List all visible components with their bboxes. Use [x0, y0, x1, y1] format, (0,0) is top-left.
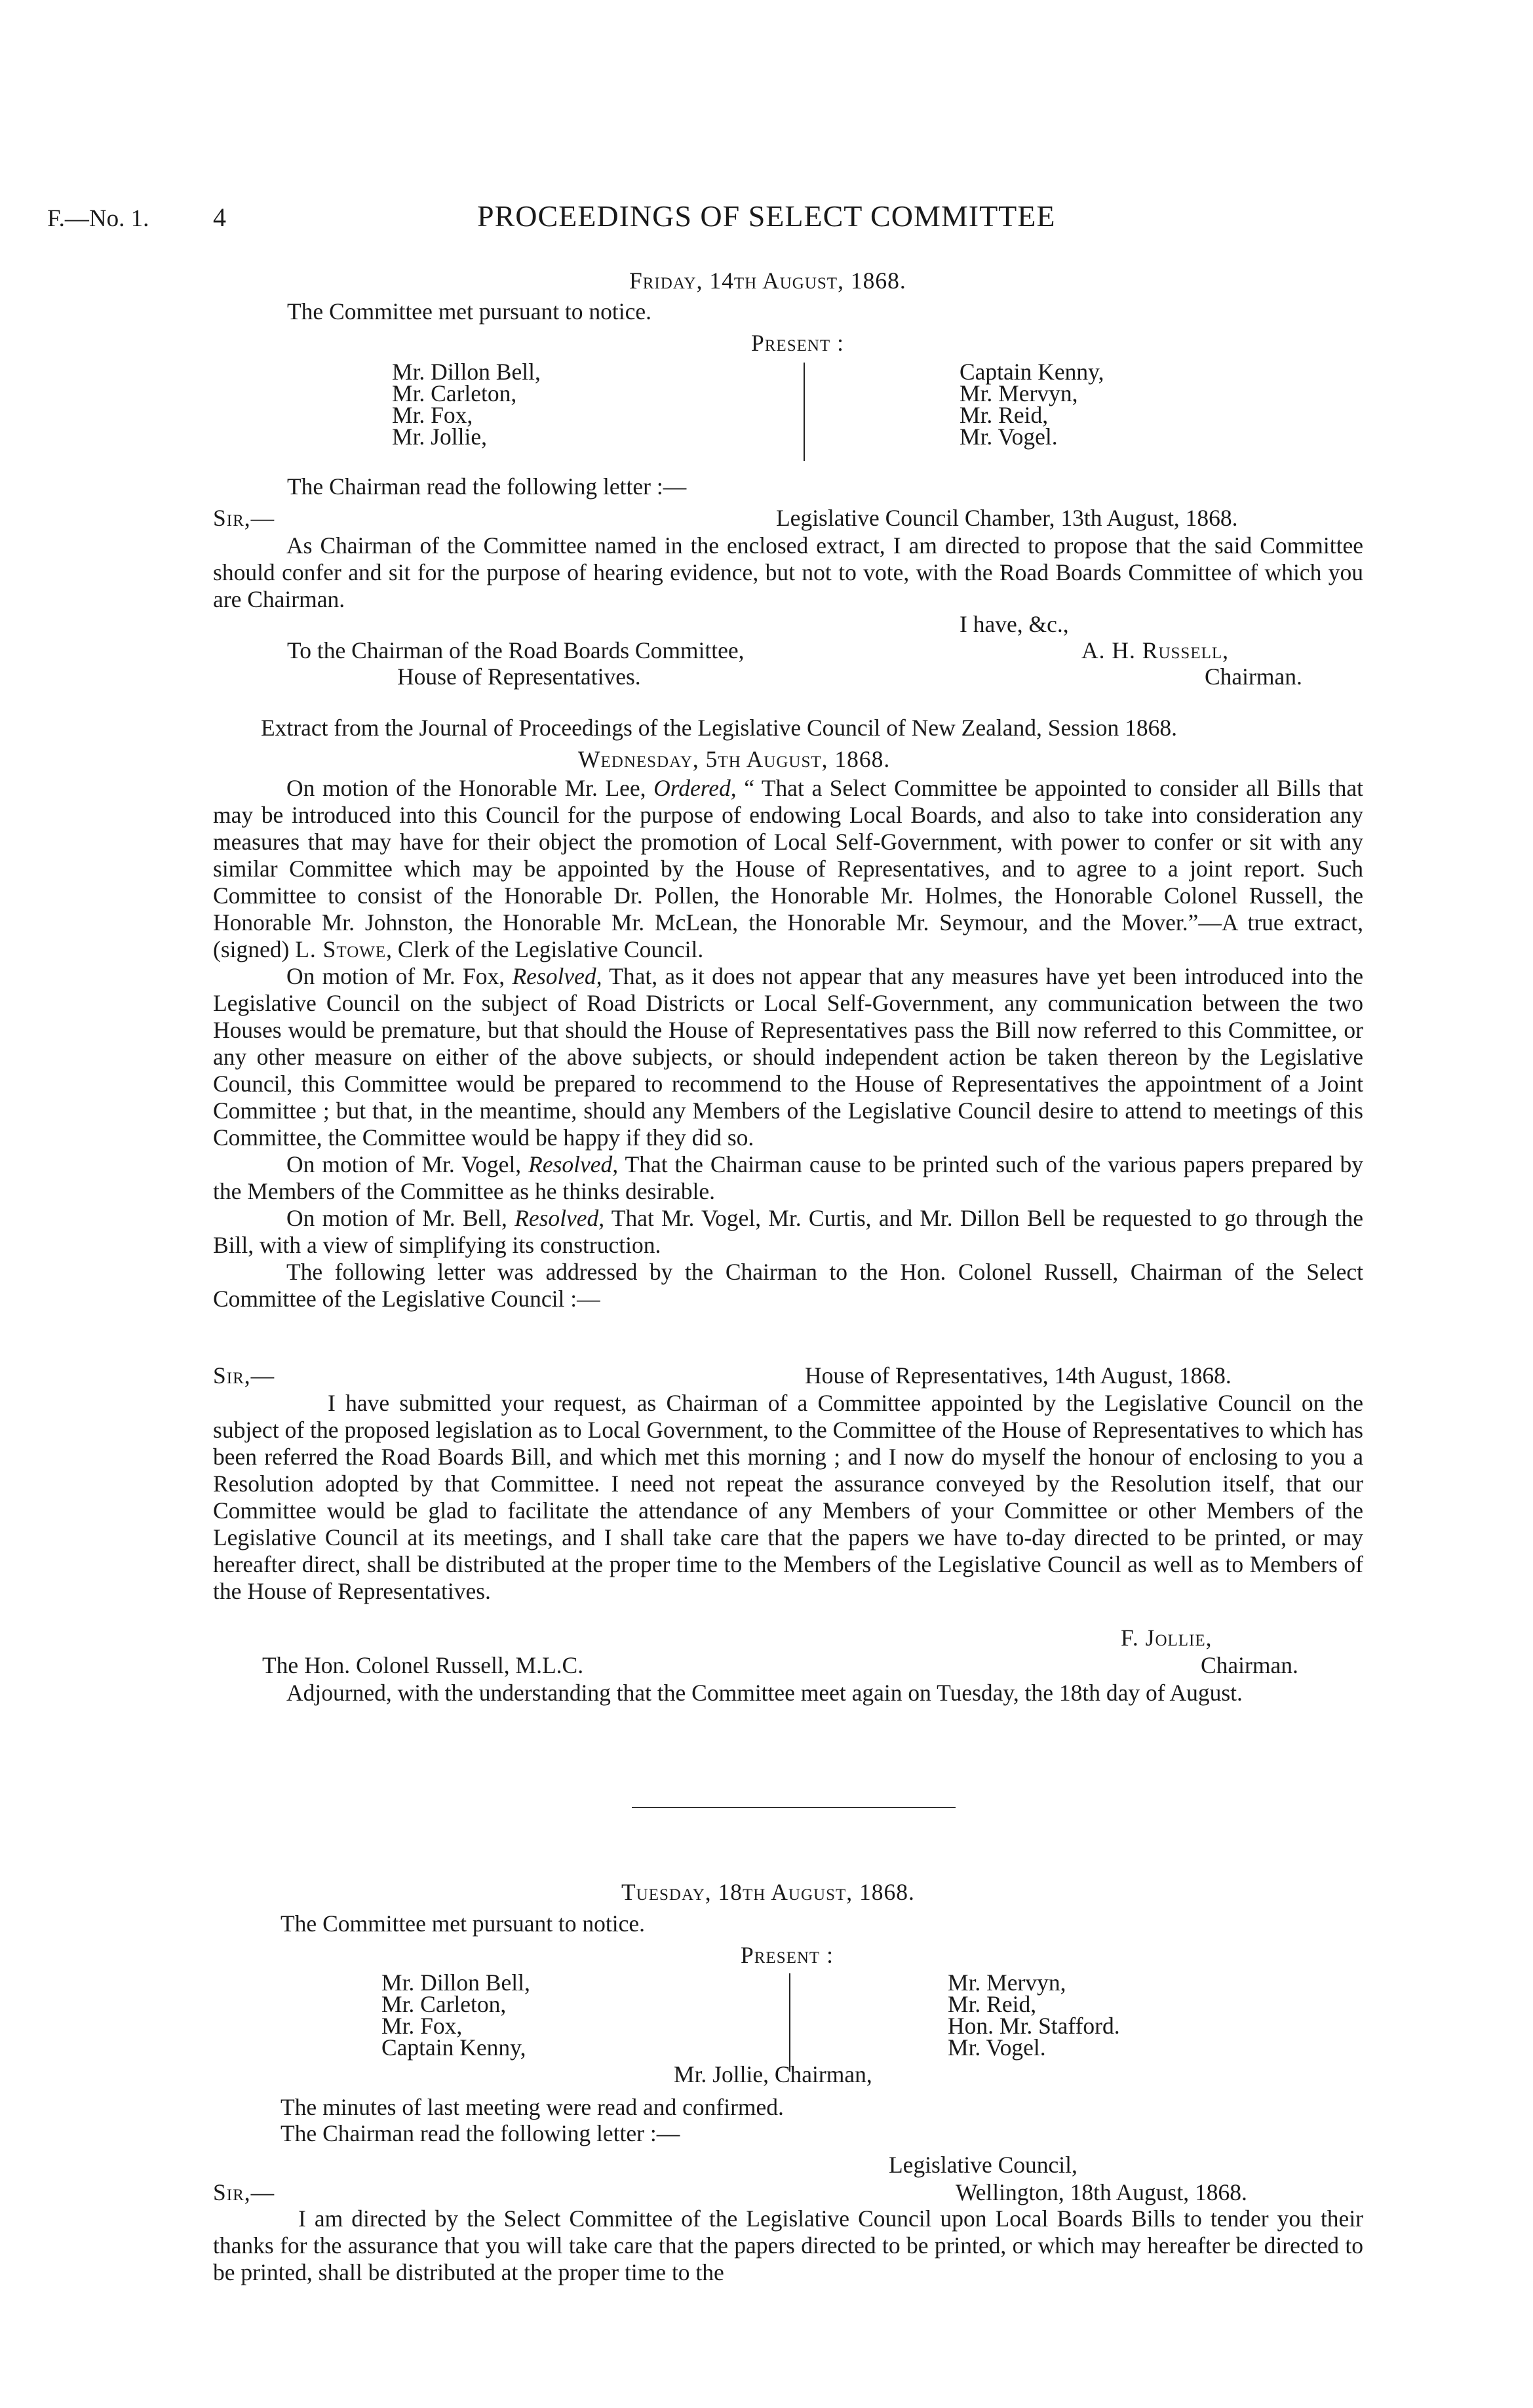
extract-paragraph: [213, 775, 1363, 963]
meeting1-intro: The Committee met pursuant to notice.: [287, 298, 652, 325]
letter2-place-date: House of Representatives, 14th August, 1868.: [805, 1362, 1232, 1389]
letter2-addressee: The Hon. Colonel Russell, M.L.C.: [262, 1652, 584, 1678]
member-name: Mr. Vogel.: [948, 2034, 1046, 2061]
member-name: Mr. Mervyn,: [960, 380, 1078, 406]
member-name: Mr. Reid,: [948, 1991, 1037, 2017]
member-name: Hon. Mr. Stafford.: [948, 2013, 1120, 2039]
member-name: Mr. Dillon Bell,: [392, 359, 541, 385]
extract-date: Wednesday, 5th August, 1868.: [578, 746, 891, 772]
motion-text: That, as it does not appear that any measures have yet been introduced into the Legislative Council on the subject of Road Districts or Local Self-Government, any communication between the two Houses would be premature, but that should the House of Representatives pass the Bill now referred to this Committee, or any other measure on either of the above subjects, or should independent action be taken thereon by the Legislative Council, this Committee would be prepared to recommend to the House of Representatives the appointment of a Joint Committee ; but that, in the meantime, should any Members of the Legislative Council desire to attend to meetings of this Committee, the Committee would be happy if they did so.: [213, 963, 1363, 1151]
present-divider: [804, 363, 805, 461]
extract-text: “ That a Select Committee be appointed to consider all Bills that may be introduced into this Council for the purpose of endowing Local Boards, and also to take into consideration any measures that may have for their object the promotion of Local Self-Government, with power to confer or sit with any similar Committee which may be appointed by the House of Representatives, and to agree to a joint report. Such Committee to consist of the Honorable Dr. Pollen, the Honorable Mr. Holmes, the Honorable Colonel Russell, the Honorable Mr. Johnston, the Honorable Mr. McLean, the Honorable Mr. Seymour, and the Mover.”—A true extract, (signed): [213, 775, 1363, 962]
motion-text: On motion of Mr. Bell,: [286, 1205, 515, 1231]
motion-fox: [213, 963, 1363, 1151]
meeting2-chairman: Mr. Jollie, Chairman,: [674, 2061, 872, 2087]
letter1-signer: A. H. Russell,: [1081, 637, 1230, 663]
meeting2-intro: The Committee met pursuant to notice.: [281, 1910, 646, 1937]
letter1-signer-title: Chairman.: [1205, 663, 1302, 690]
extract-body: [213, 775, 1363, 1313]
adjourned: [213, 1680, 1363, 1707]
letter1-body: [213, 532, 1363, 613]
letter3-place1: Legislative Council,: [889, 2152, 1077, 2178]
member-name: Captain Kenny,: [381, 2034, 526, 2061]
member-name: Mr. Carleton,: [392, 380, 517, 406]
resolved-word: Resolved,: [528, 1151, 619, 1177]
member-name: Mr. Jollie,: [392, 424, 487, 450]
motion-text: On motion of Mr. Fox,: [286, 963, 513, 989]
motion-vogel: [213, 1151, 1363, 1205]
extract-text: , Clerk of the Legislative Council.: [386, 936, 704, 962]
letter3-body: [213, 2205, 1363, 2286]
resolved-word: Resolved,: [514, 1205, 605, 1231]
page-number: 4: [213, 203, 226, 232]
page-title: PROCEEDINGS OF SELECT COMMITTEE: [477, 199, 1056, 233]
section-divider: [632, 1807, 956, 1808]
member-name: Mr. Dillon Bell,: [381, 1969, 530, 1996]
motion-text: On motion of Mr. Vogel,: [286, 1151, 529, 1177]
member-name: Mr. Reid,: [960, 402, 1049, 428]
present-divider: [789, 1973, 790, 2072]
meeting1-present-left: [392, 361, 541, 448]
letter2-body-text: I have submitted your request, as Chairman of a Committee appointed by the Legislative Council on the subject of the proposed legislation as to Local Government, to the Committee of the House of Representatives to which has been referred the Road Boards Bill, and which met this morning ; and I now do myself the honour of enclosing to you a Resolution adopted by that Committee. I need not repeat the assurance conveyed by the Resolution itself, that our Committee would be glad to facilitate the attendance of any Members of your Committee or other Members of the Legislative Council at its meetings, and I shall take care that the papers we have to-day directed to be printed, or may hereafter direct, shall be distributed at the proper time to the Members of the Legislative Council as well as to Members of the House of Representatives.: [213, 1390, 1363, 1604]
letter1-to-line1: To the Chairman of the Road Boards Committee,: [287, 637, 745, 663]
letter1-to-line2: House of Representatives.: [397, 663, 641, 690]
resolved-word: Resolved,: [512, 963, 602, 989]
member-name: Mr. Carleton,: [381, 1991, 507, 2017]
meeting2-present-label: Present :: [741, 1942, 834, 1968]
letter1-body-text: As Chairman of the Committee named in the enclosed extract, I am directed to propose that the said Committee should confer and sit for the purpose of hearing evidence, but not to vote, with the Road Boards Committee of which you are Chairman.: [213, 532, 1363, 612]
doc-reference: F.—No. 1.: [47, 205, 149, 232]
letter1-closing: I have, &c.,: [960, 611, 1069, 637]
meeting1-read-letter: The Chairman read the following letter :—: [287, 473, 687, 500]
letter-addressed: The following letter was addressed by the Chairman to the Hon. Colonel Russell, Chairman of the Select Committee of the Legislative Council :—: [213, 1259, 1363, 1312]
letter2-signer: F. Jollie,: [1121, 1625, 1213, 1651]
member-name: Mr. Vogel.: [960, 424, 1058, 450]
meeting1-date: Friday, 14th August, 1868.: [629, 267, 906, 294]
meeting2-present-right: [948, 1969, 1120, 2061]
extract-text: On motion of the Honorable Mr. Lee,: [286, 775, 654, 801]
adjourned-text: Adjourned, with the understanding that the Committee meet again on Tuesday, the 18th day of August.: [286, 1680, 1243, 1706]
letter3-salutation: Sir,—: [213, 2179, 275, 2205]
meeting1-present-label: Present :: [751, 330, 844, 356]
letter2-salutation: Sir,—: [213, 1362, 275, 1389]
member-name: Captain Kenny,: [960, 359, 1104, 385]
meeting2-minutes: The minutes of last meeting were read and confirmed.: [281, 2094, 784, 2120]
member-name: Mr. Mervyn,: [948, 1969, 1066, 1996]
letter2-body: [213, 1390, 1363, 1605]
letter1-salutation: Sir,—: [213, 505, 275, 531]
motion-text: That Mr. Vogel, Mr. Curtis, and Mr. Dillon Bell be requested to go through the Bill, with a view of simplifying its construction.: [213, 1205, 1363, 1258]
motion-text: That the Chairman cause to be printed such of the various papers prepared by the Members of the Committee as he thinks desirable.: [213, 1151, 1364, 1204]
letter3-body-text: I am directed by the Select Committee of the Legislative Council upon Local Boards Bills to tender you their thanks for the assurance that you will take care that the papers directed to be printed, or which may hereafter be directed to be printed, shall be distributed at the proper time to the: [213, 2205, 1363, 2285]
letter3-place2: Wellington, 18th August, 1868.: [956, 2179, 1247, 2205]
meeting2-read-letter: The Chairman read the following letter :—: [281, 2120, 680, 2146]
extract-signer: L. Stowe: [295, 936, 387, 962]
letter2-signer-title: Chairman.: [1201, 1652, 1298, 1678]
meeting1-present-right: [960, 361, 1104, 448]
meeting2-present-left: [381, 1969, 530, 2061]
extract-heading: Extract from the Journal of Proceedings of the Legislative Council of New Zealand, Session 1868.: [261, 715, 1177, 741]
member-name: Mr. Fox,: [392, 402, 473, 428]
ordered-word: Ordered,: [653, 775, 737, 801]
motion-bell: [213, 1205, 1363, 1259]
letter1-place-date: Legislative Council Chamber, 13th August, 1868.: [776, 505, 1238, 531]
member-name: Mr. Fox,: [381, 2013, 463, 2039]
meeting2-date: Tuesday, 18th August, 1868.: [621, 1879, 915, 1905]
